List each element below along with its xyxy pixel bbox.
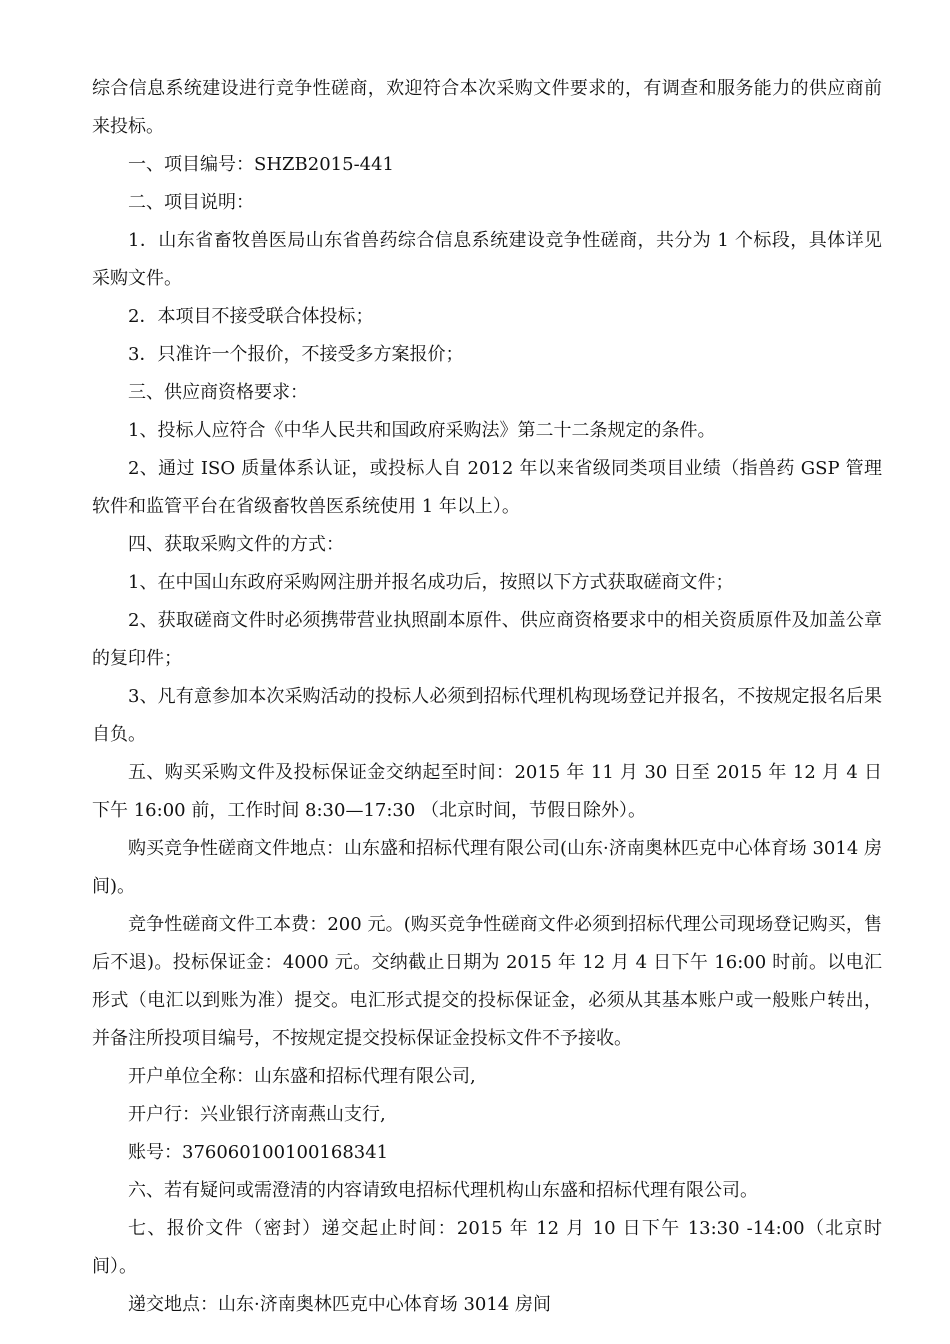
qualification-item-2: 2、通过 ISO 质量体系认证，或投标人自 2012 年以来省级同类项目业绩（指兽药 GSP 管理软件和监管平台在省级畜牧兽医系统使用 1 年以上）。: [92, 458, 882, 517]
obtain-item-2: 2、获取磋商文件时必须携带营业执照副本原件、供应商资格要求中的相关资质原件及加盖公章的复印件；: [92, 610, 882, 669]
section-heading-obtain-documents: 四、获取采购文件的方式：: [128, 534, 344, 555]
document-body: [92, 70, 882, 1324]
section-submission-time: 七、报价文件（密封）递交起止时间：2015 年 12 月 10 日下午 13:30 -14:00（北京时间）。: [92, 1218, 882, 1277]
description-item-2: 2．本项目不接受联合体投标；: [128, 306, 374, 327]
qualification-item-1: 1、投标人应符合《中华人民共和国政府采购法》第二十二条规定的条件。: [128, 420, 716, 441]
project-number: 一、项目编号：SHZB2015-441: [128, 154, 395, 175]
obtain-item-3: 3、凡有意参加本次采购活动的投标人必须到招标代理机构现场登记并报名，不按规定报名后果自负。: [92, 686, 882, 745]
account-holder: 开户单位全称：山东盛和招标代理有限公司,: [128, 1066, 476, 1087]
section-purchase-time: 五、购买采购文件及投标保证金交纳起至时间：2015 年 11 月 30 日至 2015 年 12 月 4 日下午 16:00 前，工作时间 8:30—17:30 （北京时间，节假日除外）。: [92, 762, 882, 821]
obtain-item-1: 1、在中国山东政府采购网注册并报名成功后，按照以下方式获取磋商文件；: [128, 572, 734, 593]
section-heading-project-description: 二、项目说明：: [128, 192, 254, 213]
section-contact: 六、若有疑问或需澄清的内容请致电招标代理机构山东盛和招标代理有限公司。: [128, 1180, 758, 1201]
account-number: 账号：376060100100168341: [128, 1142, 389, 1163]
submission-location: 递交地点：山东·济南奥林匹克中心体育场 3014 房间: [128, 1294, 551, 1315]
section-heading-supplier-qualification: 三、供应商资格要求：: [128, 382, 308, 403]
description-item-1: 1．山东省畜牧兽医局山东省兽药综合信息系统建设竞争性磋商，共分为 1 个标段，具体详见采购文件。: [92, 230, 882, 289]
intro-paragraph: 综合信息系统建设进行竞争性磋商，欢迎符合本次采购文件要求的，有调查和服务能力的供应商前来投标。: [92, 78, 882, 137]
purchase-location: 购买竞争性磋商文件地点：山东盛和招标代理有限公司(山东·济南奥林匹克中心体育场 3014 房间)。: [92, 838, 882, 897]
description-item-3: 3．只准许一个报价，不接受多方案报价；: [128, 344, 464, 365]
account-bank: 开户行：兴业银行济南燕山支行,: [128, 1104, 386, 1125]
fee-and-deposit: 竞争性磋商文件工本费：200 元。(购买竞争性磋商文件必须到招标代理公司现场登记购买，售后不退)。投标保证金：4000 元。交纳截止日期为 2015 年 12 月 4 日下午 16:00 时前。以电汇形式（电汇以到账为准）提交。电汇形式提交的投标保证金，必须从其基本账户或一般账户转出，并备注所投项目编号，不按规定提交投标保证金投标文件不予接收。: [92, 914, 882, 1049]
